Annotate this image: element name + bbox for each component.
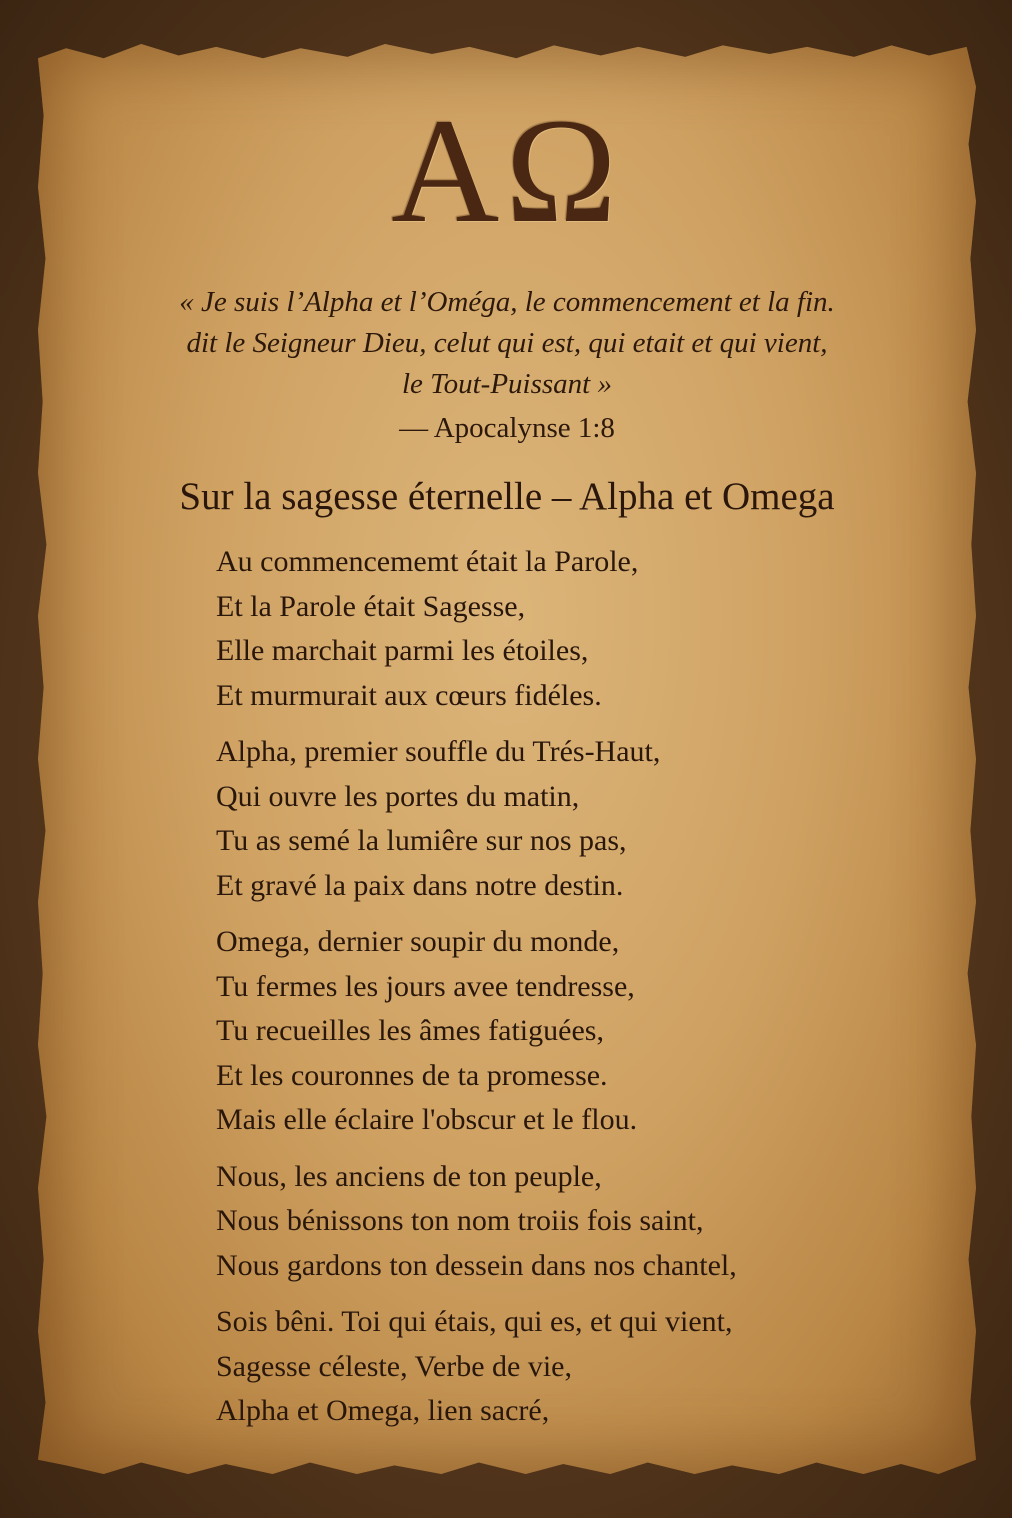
stanza-5: [216, 1300, 936, 1434]
poem-line: Tu recueilles les âmes fatiguées,: [216, 1014, 604, 1047]
poem-line: Qui ouvre les portes du matin,: [216, 779, 580, 813]
quote-line: « Je suis l’Alpha et l’Oméga, le commencement et la fin.: [179, 286, 835, 318]
document: [38, 44, 976, 1474]
poem-line: Au commencememt était la Parole,: [216, 545, 639, 578]
poem-line: Alpha et Omega, lien sacré,: [216, 1394, 550, 1427]
stanza-4: [216, 1155, 936, 1289]
poem-line: Tu fermes les jours avee tendresse,: [216, 969, 635, 1003]
poem-body: [216, 540, 936, 1446]
poem-title: Sur la sagesse éternelle – Alpha et Omega: [179, 475, 835, 518]
stanza-1: [216, 540, 936, 718]
stanza-2: [216, 730, 936, 908]
poem-line: Et gravé la paix dans notre destin.: [216, 868, 624, 902]
poem-line: Et la Parole était Sagesse,: [216, 589, 526, 623]
alpha-omega-symbol: AΩ: [391, 88, 623, 254]
scripture-quote: [38, 282, 976, 405]
poem-line: Sois bêni. Toi qui étais, qui es, et qui vient,: [216, 1305, 733, 1338]
scripture-reference: — Apocalynse 1:8: [399, 412, 615, 444]
poem-line: Alpha, premier souffle du Trés-Haut,: [216, 735, 661, 768]
poem-line: Nous, les anciens de ton peuple,: [216, 1159, 602, 1193]
quote-line: dit le Seigneur Dieu, celut qui est, qui etait et qui vient,: [186, 327, 828, 359]
quote-line: le Tout-Puissant »: [401, 368, 612, 400]
poem-line: Et les couronnes de ta promesse.: [216, 1058, 608, 1092]
poem-line: Nous gardons ton dessein dans nos chantel,: [216, 1248, 737, 1282]
poem-line: Et murmurait aux cœurs fidéles.: [216, 678, 602, 712]
poem-line: Sagesse céleste, Verbe de vie,: [216, 1349, 572, 1383]
poem-line: Tu as semé la lumiêre sur nos pas,: [216, 824, 627, 857]
stanza-3: [216, 920, 936, 1143]
poem-line: Elle marchait parmi les étoiles,: [216, 634, 589, 667]
poem-line: Mais elle éclaire l'obscur et le flou.: [216, 1103, 638, 1136]
poem-line: Omega, dernier soupir du monde,: [216, 925, 620, 958]
poem-line: Nous bénissons ton nom troiis fois saint,: [216, 1204, 704, 1237]
